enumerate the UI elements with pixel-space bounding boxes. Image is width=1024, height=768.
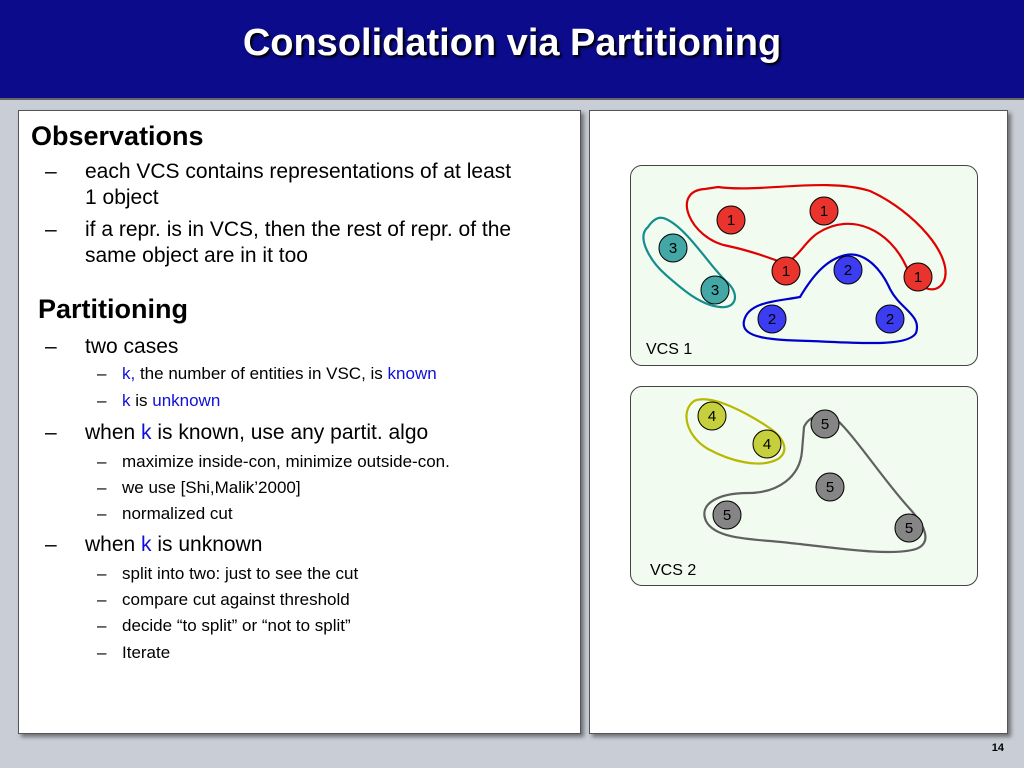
svg-text:1: 1 <box>781 263 791 280</box>
vcs1-node-1a <box>717 206 745 234</box>
svg-text:4: 4 <box>707 408 717 425</box>
page-number: 14 <box>991 742 1004 754</box>
vcs2-node-4b <box>753 430 781 458</box>
svg-text:5: 5 <box>825 479 835 496</box>
vcs1-node-3b <box>701 276 729 304</box>
vcs1-label: VCS 1 <box>646 341 693 358</box>
svg-text:3: 3 <box>668 240 678 257</box>
vcs1-node-1d <box>904 263 932 291</box>
vcs2-node-5c <box>713 501 741 529</box>
vcs2-label: VCS 2 <box>650 562 697 579</box>
svg-text:2: 2 <box>767 311 777 328</box>
svg-text:1: 1 <box>819 203 829 220</box>
svg-text:4: 4 <box>762 436 772 453</box>
svg-text:2: 2 <box>843 262 853 279</box>
bullet-text: if a repr. is in VCS, then the rest of repr. of the same object are in it too <box>85 218 512 267</box>
vcs2-node-4a <box>698 402 726 430</box>
svg-text:3: 3 <box>710 282 720 299</box>
bullet-dash: – <box>45 160 57 183</box>
vcs2-node-5a <box>811 410 839 438</box>
slide-title: Consolidation via Partitioning <box>242 22 782 64</box>
diagram-panel <box>589 110 1008 734</box>
vcs-diagram <box>590 111 1009 735</box>
vcs1-node-1b <box>810 197 838 225</box>
bullet-text: each VCS contains representations of at least 1 object <box>85 160 512 209</box>
svg-text:2: 2 <box>885 311 895 328</box>
vcs1-node-3a <box>659 234 687 262</box>
svg-text:5: 5 <box>722 507 732 524</box>
vcs1-node-2b <box>758 305 786 333</box>
vcs2-node-5b <box>816 473 844 501</box>
svg-text:1: 1 <box>726 212 736 229</box>
observations-heading: Observations <box>31 121 204 151</box>
bullet-dash: – <box>45 218 57 241</box>
slide-header <box>0 0 1024 100</box>
vcs1-node-2a <box>834 256 862 284</box>
text-panel: Observations – each VCS contains representations of at least 1 object – if a repr. is in VCS, then the rest of repr. of the same object are in it too Partitioning – two cases – k, the number of entities in VSC, is known – k is unknown – when k is known, use any partit. algo – maximize inside-con, minimize outside-con. – we use [Shi,Malik’2000] – normalized cut – when k is unknown – split into two: just to see the cut – compare cut against threshold – decide “to split” or “not to split” – Iterate <box>18 110 581 734</box>
vcs2-node-5d <box>895 514 923 542</box>
vcs1-node-1c <box>772 257 800 285</box>
svg-text:5: 5 <box>820 416 830 433</box>
svg-text:5: 5 <box>904 520 914 537</box>
partitioning-heading: Partitioning <box>38 294 188 324</box>
vcs1-node-2c <box>876 305 904 333</box>
entity5-boundary <box>704 415 925 552</box>
svg-text:1: 1 <box>913 269 923 286</box>
